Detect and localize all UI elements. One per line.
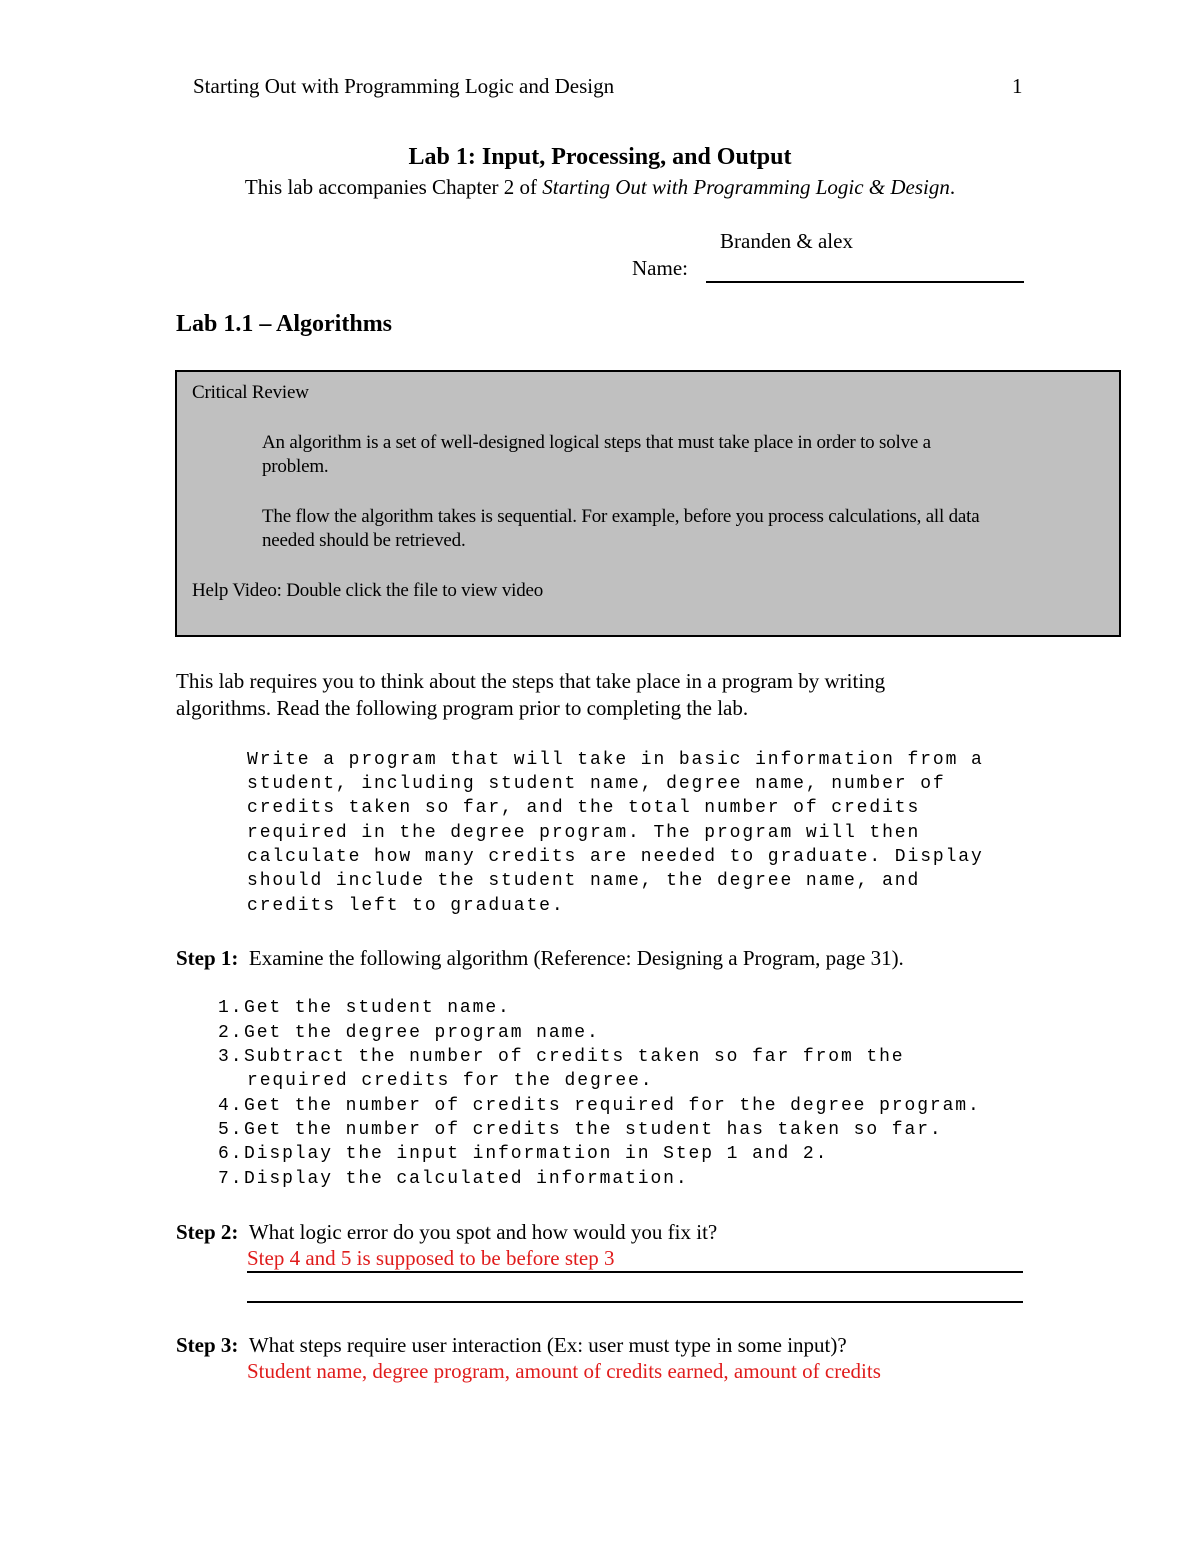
program-description-line: should include the student name, the degree name, and <box>247 871 921 891</box>
step-3-label: Step 3: <box>176 1333 239 1357</box>
algorithm-item: 3.Subtract the number of credits taken so far from the <box>218 1047 905 1067</box>
step-2-label: Step 2: <box>176 1220 239 1244</box>
review-paragraph-2-line-2: needed should be retrieved. <box>262 530 466 551</box>
algorithm-item: 7.Display the calculated information. <box>218 1169 689 1189</box>
program-description-line: student, including student name, degree name, number of <box>247 774 946 794</box>
algorithm-item: 5.Get the number of credits the student has taken so far. <box>218 1120 943 1140</box>
algorithm-item: 4.Get the number of credits required for the degree program. <box>218 1096 981 1116</box>
step-2-question: What logic error do you spot and how would you fix it? <box>248 1220 718 1244</box>
program-description-line: required in the degree program. The program will then <box>247 823 921 843</box>
lab-title: Lab 1: Input, Processing, and Output <box>408 144 792 170</box>
program-description-line: credits left to graduate. <box>247 896 565 916</box>
section-heading: Lab 1.1 – Algorithms <box>176 311 393 337</box>
step-2-answer: Step 4 and 5 is supposed to be before step 3 <box>247 1246 615 1270</box>
running-header-title: Starting Out with Programming Logic and Design <box>193 74 615 98</box>
critical-review-box <box>175 370 1121 637</box>
step-1 <box>176 946 904 971</box>
intro-line-2: algorithms. Read the following program prior to completing the lab. <box>176 696 749 720</box>
page-number: 1 <box>1012 74 1023 98</box>
step-1-label: Step 1: <box>176 946 239 970</box>
algorithm-item-continuation: required credits for the degree. <box>247 1071 654 1091</box>
program-description-line: credits taken so far, and the total number of credits <box>247 798 921 818</box>
review-paragraph-2-line-1: The flow the algorithm takes is sequential. For example, before you process calculations, all data <box>262 506 980 527</box>
answer-line-1 <box>247 1271 1023 1273</box>
program-description-line: calculate how many credits are needed to graduate. Display <box>247 847 984 867</box>
name-underline <box>706 281 1024 283</box>
algorithm-item: 6.Display the input information in Step 1 and 2. <box>218 1144 829 1164</box>
algorithm-item: 1.Get the student name. <box>218 998 511 1018</box>
name-label: Name: <box>632 256 688 280</box>
step-2 <box>176 1220 717 1245</box>
review-paragraph-1-line-2: problem. <box>262 456 329 477</box>
step-3-question: What steps require user interaction (Ex: user must type in some input)? <box>248 1333 847 1357</box>
answer-line-2 <box>247 1301 1023 1303</box>
step-3-answer: Student name, degree program, amount of credits earned, amount of credits <box>247 1359 881 1383</box>
step-3 <box>176 1333 847 1358</box>
program-description-line: Write a program that will take in basic information from a <box>247 750 984 770</box>
help-video-text: Help Video: Double click the file to view video <box>192 580 544 601</box>
student-names: Branden & alex <box>720 229 853 253</box>
lab-subtitle: This lab accompanies Chapter 2 of Starting Out with Programming Logic & Design. <box>244 175 956 199</box>
intro-line-1: This lab requires you to think about the steps that take place in a program by writing <box>176 669 886 693</box>
review-paragraph-1-line-1: An algorithm is a set of well-designed logical steps that must take place in order to solve a <box>262 432 931 453</box>
critical-review-title: Critical Review <box>192 382 309 403</box>
book-title-italic: Starting Out with Programming Logic & Design <box>542 175 950 199</box>
step-1-text: Examine the following algorithm (Reference: Designing a Program, page 31). <box>248 946 904 970</box>
algorithm-item: 2.Get the degree program name. <box>218 1023 600 1043</box>
